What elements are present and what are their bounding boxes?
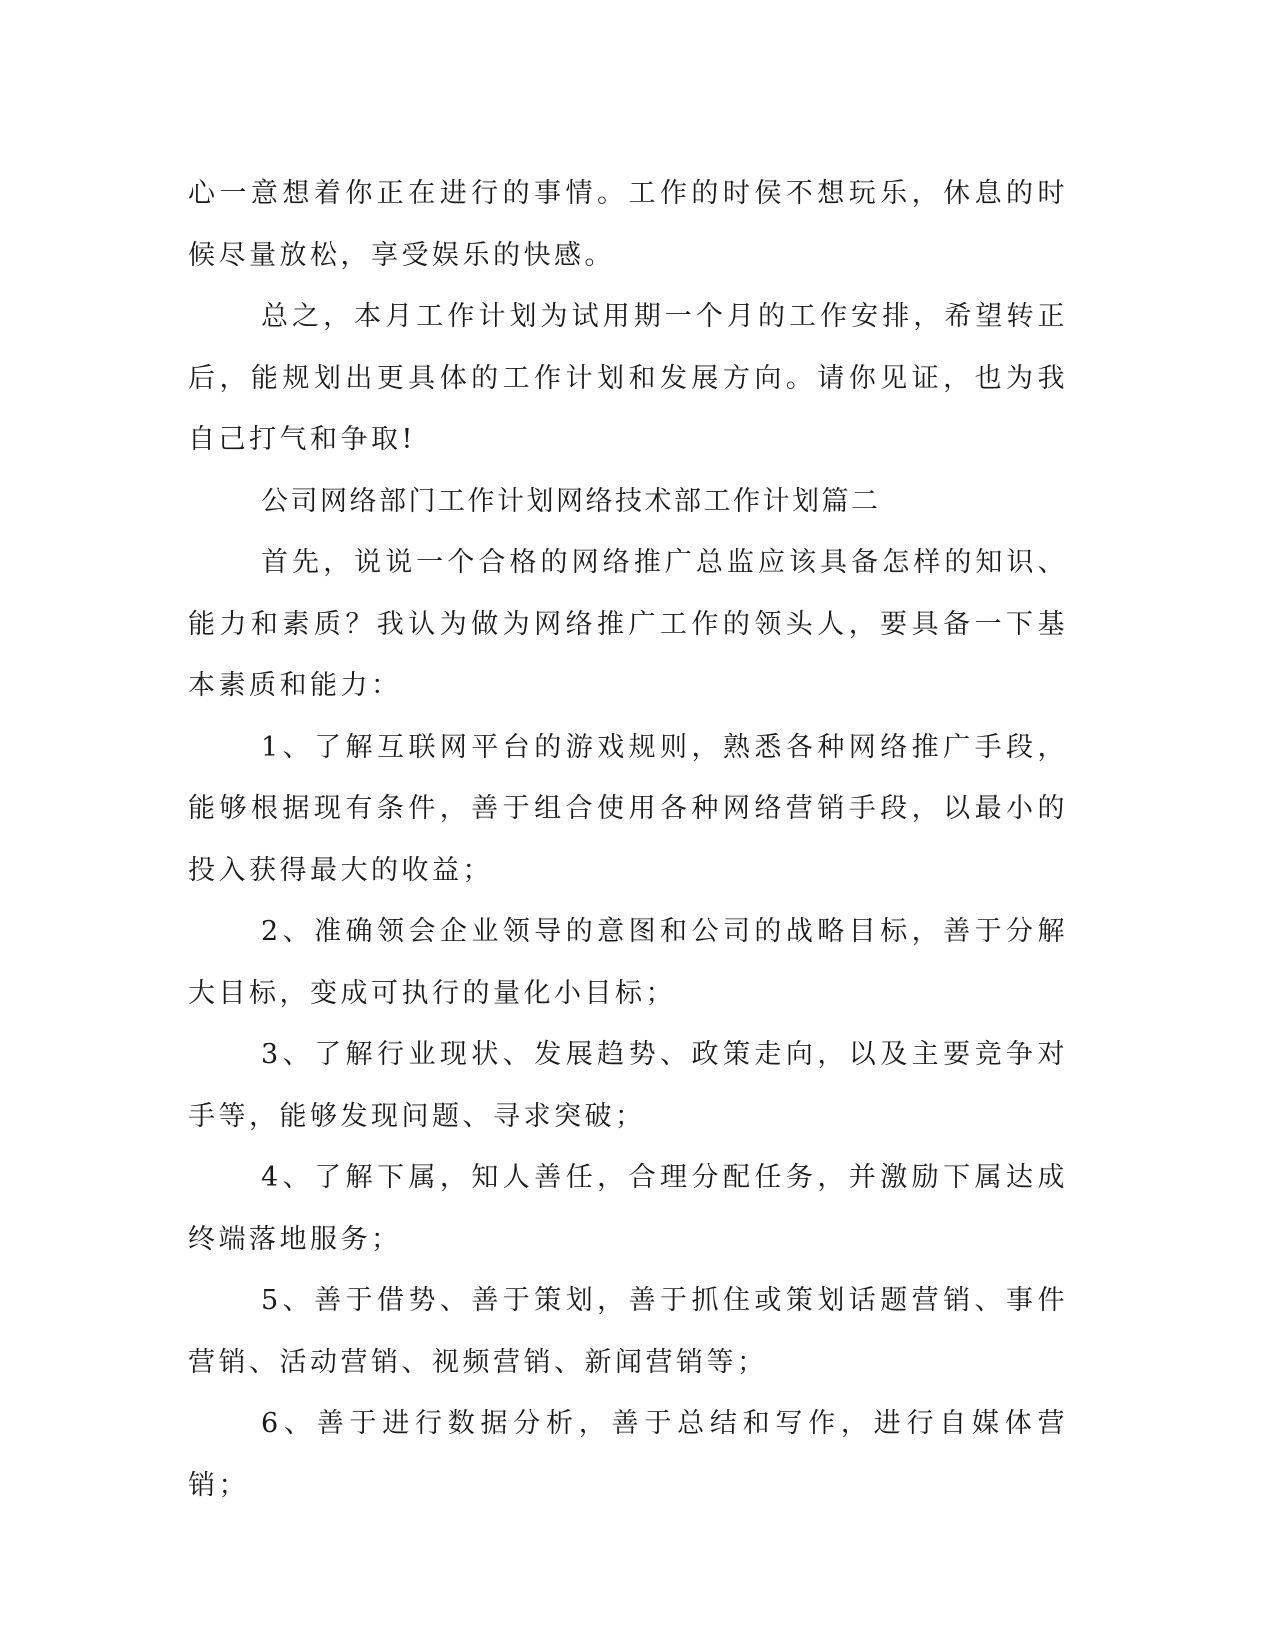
document-body [188, 163, 1068, 1516]
list-item-6: 6、善于进行数据分析，善于总结和写作，进行自媒体营销； [188, 1408, 1068, 1501]
section-heading: 公司网络部门工作计划网络技术部工作计划篇二 [261, 485, 881, 517]
list-item-4: 4、了解下属，知人善任，合理分配任务，并激励下属达成终端落地服务； [188, 1162, 1068, 1255]
paragraph-intro: 首先，说说一个合格的网络推广总监应该具备怎样的知识、能力和素质？我认为做为网络推广工作的领头人，要具备一下基本素质和能力： [188, 547, 1068, 701]
paragraph-summary: 总之，本月工作计划为试用期一个月的工作安排，希望转正后，能规划出更具体的工作计划和发展方向。请你见证，也为我自己打气和争取! [188, 301, 1068, 455]
list-item-5: 5、善于借势、善于策划，善于抓住或策划话题营销、事件营销、活动营销、视频营销、新闻营销等； [188, 1285, 1068, 1378]
list-item-2: 2、准确领会企业领导的意图和公司的战略目标，善于分解大目标，变成可执行的量化小目标； [188, 916, 1068, 1009]
paragraph-continuation: 心一意想着你正在进行的事情。工作的时侯不想玩乐，休息的时候尽量放松，享受娱乐的快感。 [188, 178, 1068, 271]
list-item-1: 1、了解互联网平台的游戏规则，熟悉各种网络推广手段，能够根据现有条件，善于组合使用各种网络营销手段，以最小的投入获得最大的收益； [188, 731, 1068, 886]
list-item-3: 3、了解行业现状、发展趋势、政策走向，以及主要竞争对手等，能够发现问题、寻求突破； [188, 1039, 1068, 1132]
